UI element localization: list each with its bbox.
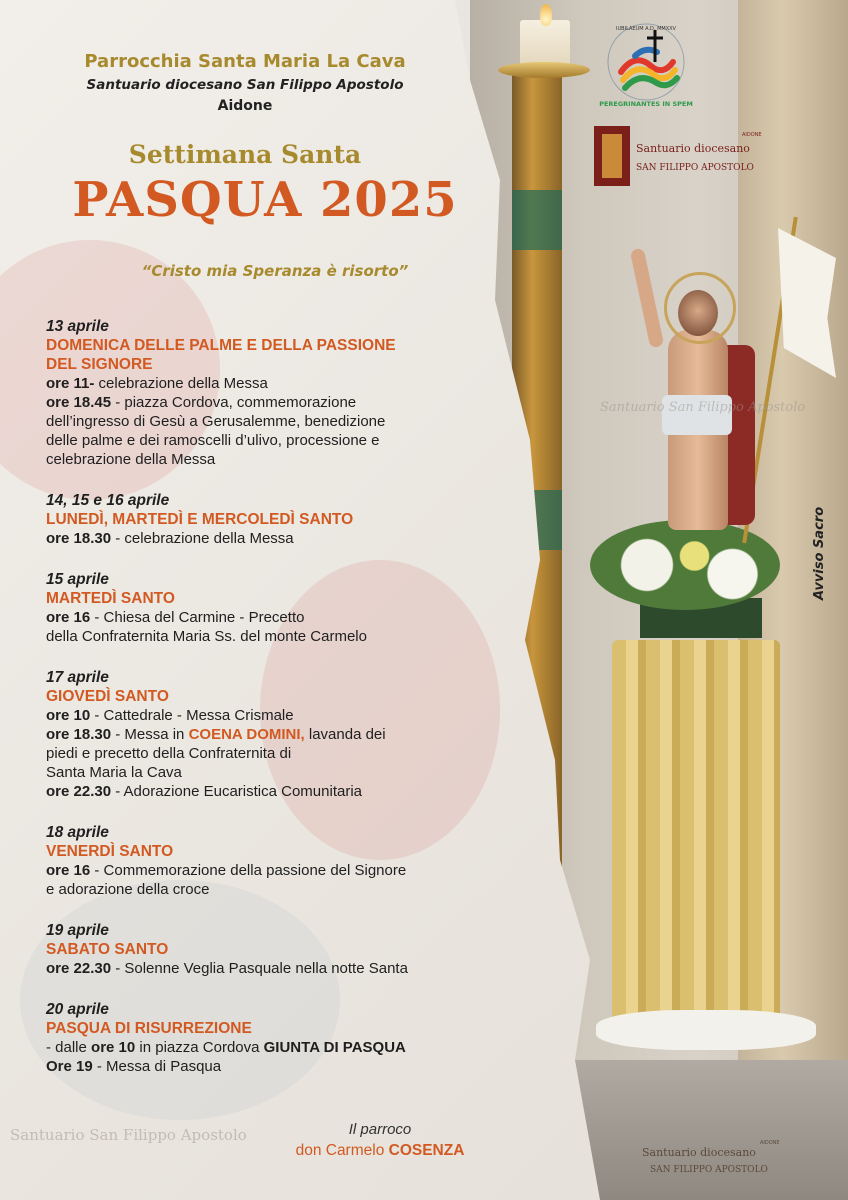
schedule-text: - Messa in: [111, 726, 189, 743]
day-title: MARTEDÌ SANTO: [46, 590, 175, 607]
sanctuary-logo-bottom-line2: SAN FILIPPO APOSTOLO: [650, 1165, 768, 1175]
schedule-line: [46, 627, 516, 646]
sanctuary-logo: [592, 124, 772, 188]
schedule-text: - Adorazione Eucaristica Comunitaria: [111, 783, 362, 800]
schedule-text: - piazza Cordova, commemorazione: [111, 394, 357, 411]
schedule-line: [46, 393, 516, 412]
day-date: 17 aprile: [46, 669, 109, 686]
sanctuary-logo-line2: SAN FILIPPO APOSTOLO: [636, 163, 754, 173]
event-motto: “Cristo mia Speranza è risorto”: [141, 262, 409, 280]
schedule-time: Ore 19: [46, 1058, 93, 1075]
event-title: PASQUA 2025: [72, 172, 458, 228]
program-day: [46, 570, 516, 646]
schedule-time: ore 22.30: [46, 960, 112, 977]
signature-surname: COSENZA: [388, 1142, 465, 1159]
sanctuary-name: Santuario diocesano San Filippo Apostolo: [86, 77, 404, 93]
day-title: SABATO SANTO: [46, 941, 169, 958]
candle-holder-rim: [498, 62, 590, 78]
program-day: [46, 317, 516, 469]
day-date: 20 aprile: [46, 1001, 109, 1018]
day-title: GIOVEDÌ SANTO: [46, 688, 169, 705]
sanctuary-logo-line1: Santuario diocesano: [636, 142, 750, 155]
statue-head: [678, 290, 718, 336]
schedule-line: [46, 861, 516, 880]
photo-watermark: Santuario San Filippo Apostolo: [600, 400, 806, 415]
schedule-time: ore 18.30: [46, 530, 112, 547]
sanctuary-logo-bottom-line1: Santuario diocesano: [642, 1146, 756, 1159]
schedule-text: - Chiesa del Carmine - Precetto: [90, 609, 305, 626]
sanctuary-logo-town: AIDONE: [742, 132, 762, 138]
signature-role: Il parroco: [348, 1121, 412, 1138]
day-title: VENERDÌ SANTO: [46, 843, 174, 860]
schedule-line: [46, 880, 516, 899]
day-title: DOMENICA DELLE PALME E DELLA PASSIONE: [46, 337, 396, 354]
coena-domini-highlight: COENA DOMINI,: [188, 726, 305, 743]
day-date: 19 aprile: [46, 922, 109, 939]
schedule-time: ore 22.30: [46, 783, 112, 800]
schedule-text: delle palme e dei ramoscelli d’ulivo, processione e: [46, 432, 380, 449]
day-date: 13 aprile: [46, 318, 109, 335]
schedule-text: - celebrazione della Messa: [111, 530, 294, 547]
schedule-time: ore 16: [46, 609, 91, 626]
giunta-di-pasqua: GIUNTA DI PASQUA: [263, 1039, 406, 1056]
schedule-text: celebrazione della Messa: [46, 451, 216, 468]
schedule-time: ore 16: [46, 862, 91, 879]
program-day: [46, 823, 516, 899]
program-day: [46, 668, 516, 801]
schedule-line: [46, 1057, 516, 1076]
day-title: PASQUA DI RISURREZIONE: [46, 1020, 252, 1037]
schedule-text: celebrazione della Messa: [94, 375, 268, 392]
schedule-time: ore 11-: [46, 375, 95, 392]
day-date: 18 aprile: [46, 824, 109, 841]
program-day: [46, 1000, 516, 1076]
schedule-text: - Cattedrale - Messa Crismale: [90, 707, 294, 724]
day-title-continued: DEL SIGNORE: [46, 356, 153, 373]
day-title: LUNEDÌ, MARTEDÌ E MERCOLEDÌ SANTO: [46, 511, 354, 528]
schedule-line: [46, 431, 516, 450]
day-date: 15 aprile: [46, 571, 109, 588]
schedule-text: piedi e precetto della Confraternita di: [46, 745, 292, 762]
schedule-line: [46, 1038, 516, 1057]
bottom-watermark: Santuario San Filippo Apostolo: [10, 1126, 247, 1144]
program-day: [46, 491, 516, 548]
signature-name: [270, 1140, 490, 1162]
schedule-line: [46, 782, 516, 801]
signature-name-prefix: don Carmelo: [295, 1142, 389, 1159]
event-subtitle: Settimana Santa: [128, 140, 362, 169]
program-day: [46, 921, 516, 978]
schedule-line: [46, 374, 516, 393]
schedule-text: - Messa di Pasqua: [92, 1058, 222, 1075]
jubilee-motto: PEREGRINANTES IN SPEM: [599, 100, 693, 108]
schedule-line: [46, 763, 516, 782]
flower-arrangement: [590, 520, 780, 610]
schedule-text: della Confraternita Maria Ss. del monte Carmelo: [46, 628, 367, 645]
schedule-line: [46, 412, 516, 431]
schedule-text: in piazza Cordova: [135, 1039, 264, 1056]
golden-pedestal: [612, 640, 780, 1030]
avviso-sacro-label: Avviso Sacro: [812, 506, 827, 600]
day-date: 14, 15 e 16 aprile: [46, 492, 170, 509]
jubilee-logo: [599, 22, 693, 110]
sanctuary-logo-bottom-town: AIDONE: [760, 1140, 780, 1146]
schedule-text: dell’ingresso di Gesù a Gerusalemme, benedizione: [46, 413, 386, 430]
schedule-line: [46, 608, 516, 627]
schedule-time: ore 10: [46, 707, 91, 724]
schedule-line: [46, 744, 516, 763]
candle-flame-icon: [540, 4, 552, 26]
schedule-text: - Solenne Veglia Pasquale nella notte Santa: [111, 960, 408, 977]
schedule-line: [46, 725, 516, 744]
program: [46, 317, 516, 1098]
schedule-time: ore 18.30: [46, 726, 112, 743]
white-drape: [596, 1010, 816, 1050]
schedule-time: ore 18.45: [46, 394, 112, 411]
schedule-line: [46, 959, 516, 978]
paschal-candle-top: [520, 20, 570, 68]
jubilee-ring-text: IUBILAEUM A.D. MMXXV: [616, 26, 676, 32]
schedule-text: - Commemorazione della passione del Signore: [90, 862, 407, 879]
schedule-text: e adorazione della croce: [46, 881, 210, 898]
sanctuary-logo-bottom: [642, 1138, 792, 1180]
schedule-text: lavanda dei: [304, 726, 386, 743]
town-name: Aidone: [217, 98, 273, 114]
schedule-text: Santa Maria la Cava: [46, 764, 182, 781]
parish-name: Parrocchia Santa Maria La Cava: [84, 51, 406, 72]
schedule-text: - dalle: [46, 1039, 92, 1056]
signature: [270, 1120, 490, 1162]
schedule-line: [46, 450, 516, 469]
schedule-line: [46, 706, 516, 725]
schedule-time: ore 10: [91, 1039, 136, 1056]
schedule-line: [46, 529, 516, 548]
header: [40, 50, 450, 116]
